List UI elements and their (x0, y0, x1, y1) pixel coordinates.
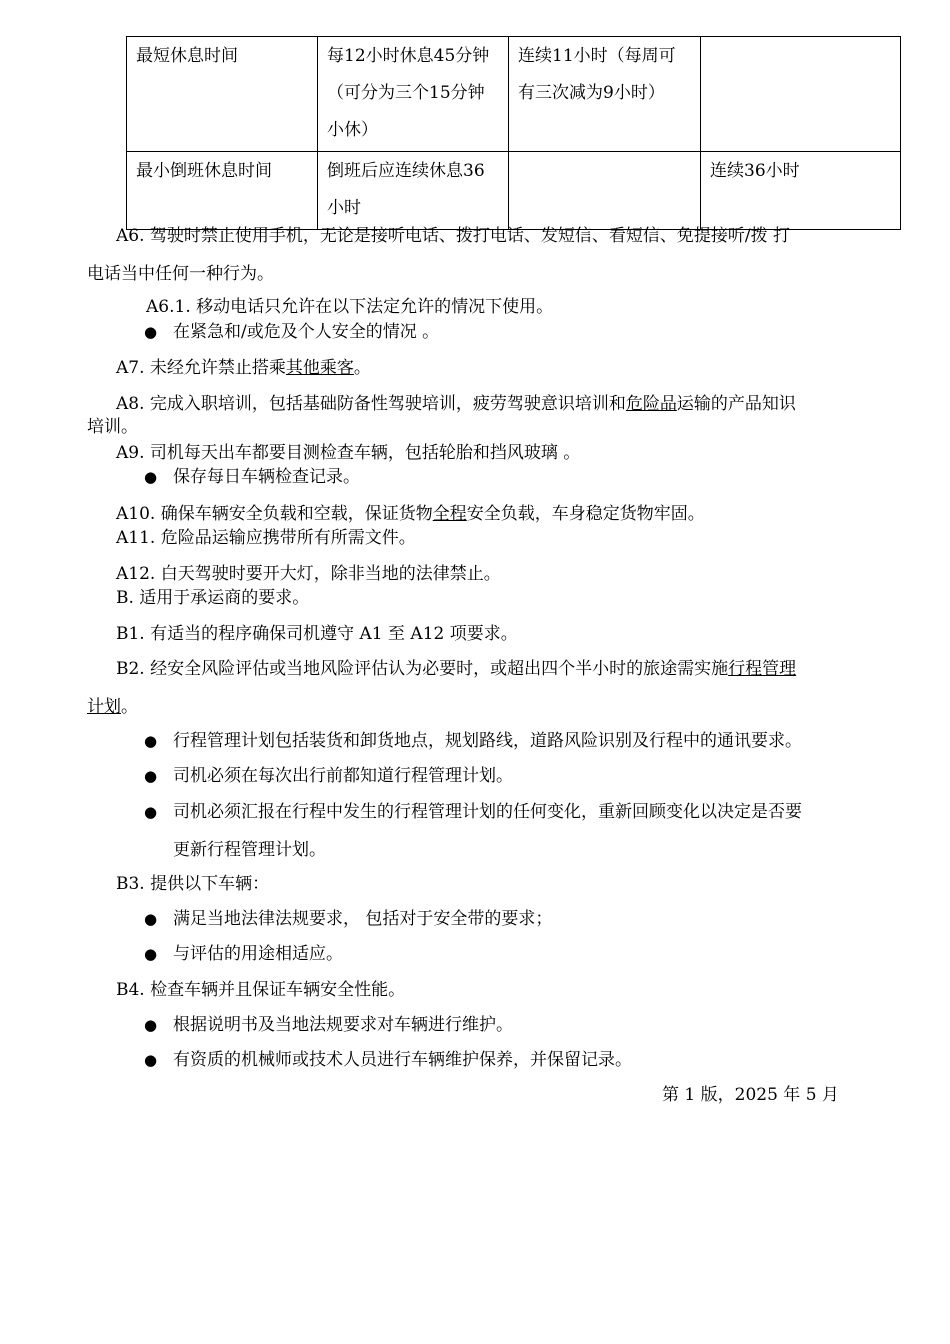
underlined-term: 全程 (432, 504, 467, 524)
table-row (127, 37, 901, 152)
clause-b2-cont (87, 695, 138, 719)
bullet-icon: ● (144, 1051, 158, 1069)
table-cell: 连续36小时 (701, 152, 901, 230)
bullet-icon: ● (144, 803, 158, 821)
clause-a9: A9. 司机每天出车都要目测检查车辆，包括轮胎和挡风玻璃 。 (116, 443, 581, 463)
list-item: 与评估的用途相适应。 (173, 944, 343, 964)
text: A10. 确保车辆安全负载和空载，保证货物 (116, 504, 433, 524)
clause-a7 (116, 356, 371, 380)
bullet-icon: ● (144, 323, 158, 341)
bullet-icon: ● (144, 1016, 158, 1034)
underlined-term: 行程管理 (728, 659, 797, 679)
rest-time-table (126, 36, 901, 230)
text: A8. 完成入职培训，包括基础防备性驾驶培训，疲劳驾驶意识培训和 (116, 394, 626, 414)
table-cell: 每12小时休息45分钟（可分为三个15分钟小休） (318, 37, 509, 152)
text: B2. 经安全风险评估或当地风险评估认为必要时，或超出四个半小时的旅途需实施 (116, 659, 729, 679)
bullet-icon: ● (144, 468, 158, 486)
clause-b4: B4. 检查车辆并且保证车辆安全性能。 (116, 980, 406, 1000)
clause-a12: A12. 白天驾驶时要开大灯，除非当地的法律禁止。 (116, 564, 501, 584)
clause-a6-1: A6.1. 移动电话只允许在以下法定允许的情况下使用。 (146, 297, 554, 317)
text: 。 (121, 697, 138, 717)
table-cell: 倒班后应连续休息36小时 (318, 152, 509, 230)
list-item: 保存每日车辆检查记录。 (173, 467, 360, 487)
table-cell (701, 37, 901, 152)
text: 。 (353, 358, 371, 378)
underlined-term: 计划 (87, 697, 121, 717)
list-item: 根据说明书及当地法规要求对车辆进行维护。 (173, 1015, 513, 1035)
clause-a6-cont: 电话当中任何一种行为。 (87, 264, 274, 284)
list-item: 有资质的机械师或技术人员进行车辆维护保养，并保留记录。 (173, 1050, 632, 1070)
underlined-term: 其他乘客 (285, 358, 354, 378)
list-item-cont: 更新行程管理计划。 (173, 840, 326, 860)
section-b: B. 适用于承运商的要求。 (116, 588, 310, 608)
table-cell: 连续11小时（每周可有三次减为9小时） (509, 37, 701, 152)
bullet-icon: ● (144, 767, 158, 785)
version-footer: 第 1 版，2025 年 5 月 (662, 1085, 839, 1105)
text: 运输的产品知识 (676, 394, 796, 414)
clause-a11: A11. 危险品运输应携带所有所需文件。 (116, 528, 416, 548)
clause-b1: B1. 有适当的程序确保司机遵守 A1 至 A12 项要求。 (116, 624, 518, 644)
list-item: 在紧急和/或危及个人安全的情况 。 (173, 322, 440, 342)
table-row (127, 152, 901, 230)
clause-a8 (116, 392, 796, 416)
list-item: 司机必须汇报在行程中发生的行程管理计划的任何变化，重新回顾变化以决定是否要 (173, 802, 802, 822)
clause-b2 (116, 657, 796, 681)
bullet-icon: ● (144, 945, 158, 963)
list-item: 满足当地法律法规要求， 包括对于安全带的要求； (173, 909, 553, 929)
text: A7. 未经允许禁止搭乘 (116, 358, 286, 378)
clause-a8-cont: 培训。 (87, 417, 138, 437)
table-cell: 最短休息时间 (127, 37, 318, 152)
list-item: 司机必须在每次出行前都知道行程管理计划。 (173, 766, 513, 786)
table-cell (509, 152, 701, 230)
bullet-icon: ● (144, 910, 158, 928)
table-cell: 最小倒班休息时间 (127, 152, 318, 230)
clause-b3: B3. 提供以下车辆： (116, 874, 270, 894)
clause-a6: A6. 驾驶时禁止使用手机，无论是接听电话、拨打电话、发短信、看短信、免提接听/拨 打 (116, 226, 791, 246)
underlined-term: 危险品 (625, 394, 677, 414)
bullet-icon: ● (144, 732, 158, 750)
list-item: 行程管理计划包括装货和卸货地点，规划路线，道路风险识别及行程中的通讯要求。 (173, 731, 802, 751)
text: 安全负载，车身稳定货物牢固。 (466, 504, 705, 524)
clause-a10 (116, 502, 705, 526)
